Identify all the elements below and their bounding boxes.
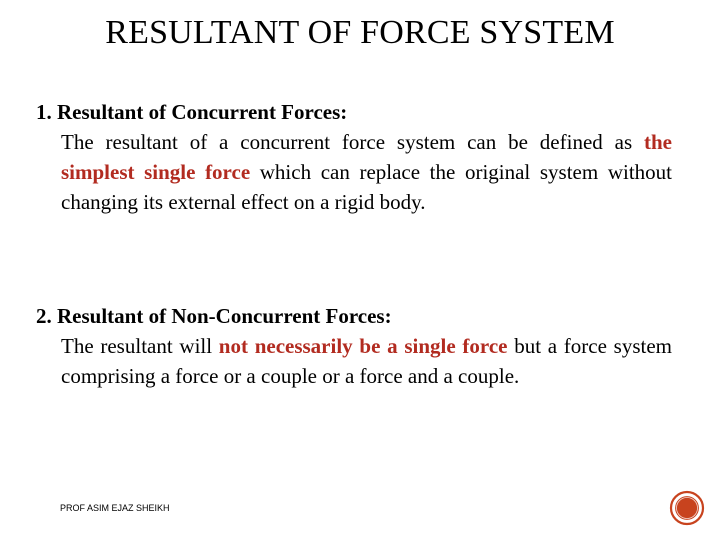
section-non-concurrent-forces	[36, 301, 676, 391]
highlighted-phrase: not necessarily be a single force	[218, 334, 508, 358]
section-body	[61, 331, 672, 391]
slide-title: RESULTANT OF FORCE SYSTEM	[105, 14, 615, 51]
body-text-part: which can replace the original system without changing its external effect on a rigid body.	[61, 160, 672, 214]
section-body	[61, 127, 672, 217]
circular-nav-ring-icon[interactable]	[669, 490, 705, 526]
section-concurrent-forces	[36, 97, 676, 217]
section-heading: 2. Resultant of Non-Concurrent Forces:	[36, 304, 392, 328]
body-text-part: The resultant will	[61, 334, 219, 358]
body-text-part: The resultant of a concurrent force system can be defined as	[61, 130, 644, 154]
highlighted-phrase: the simplest single force	[61, 130, 672, 184]
section-heading: 1. Resultant of Concurrent Forces:	[36, 100, 348, 124]
footer-author: PROF ASIM EJAZ SHEIKH	[60, 503, 170, 513]
body-text-part: but a force system comprising a force or a couple or a force and a couple.	[61, 334, 672, 388]
nav-ring-graphic	[669, 490, 705, 526]
